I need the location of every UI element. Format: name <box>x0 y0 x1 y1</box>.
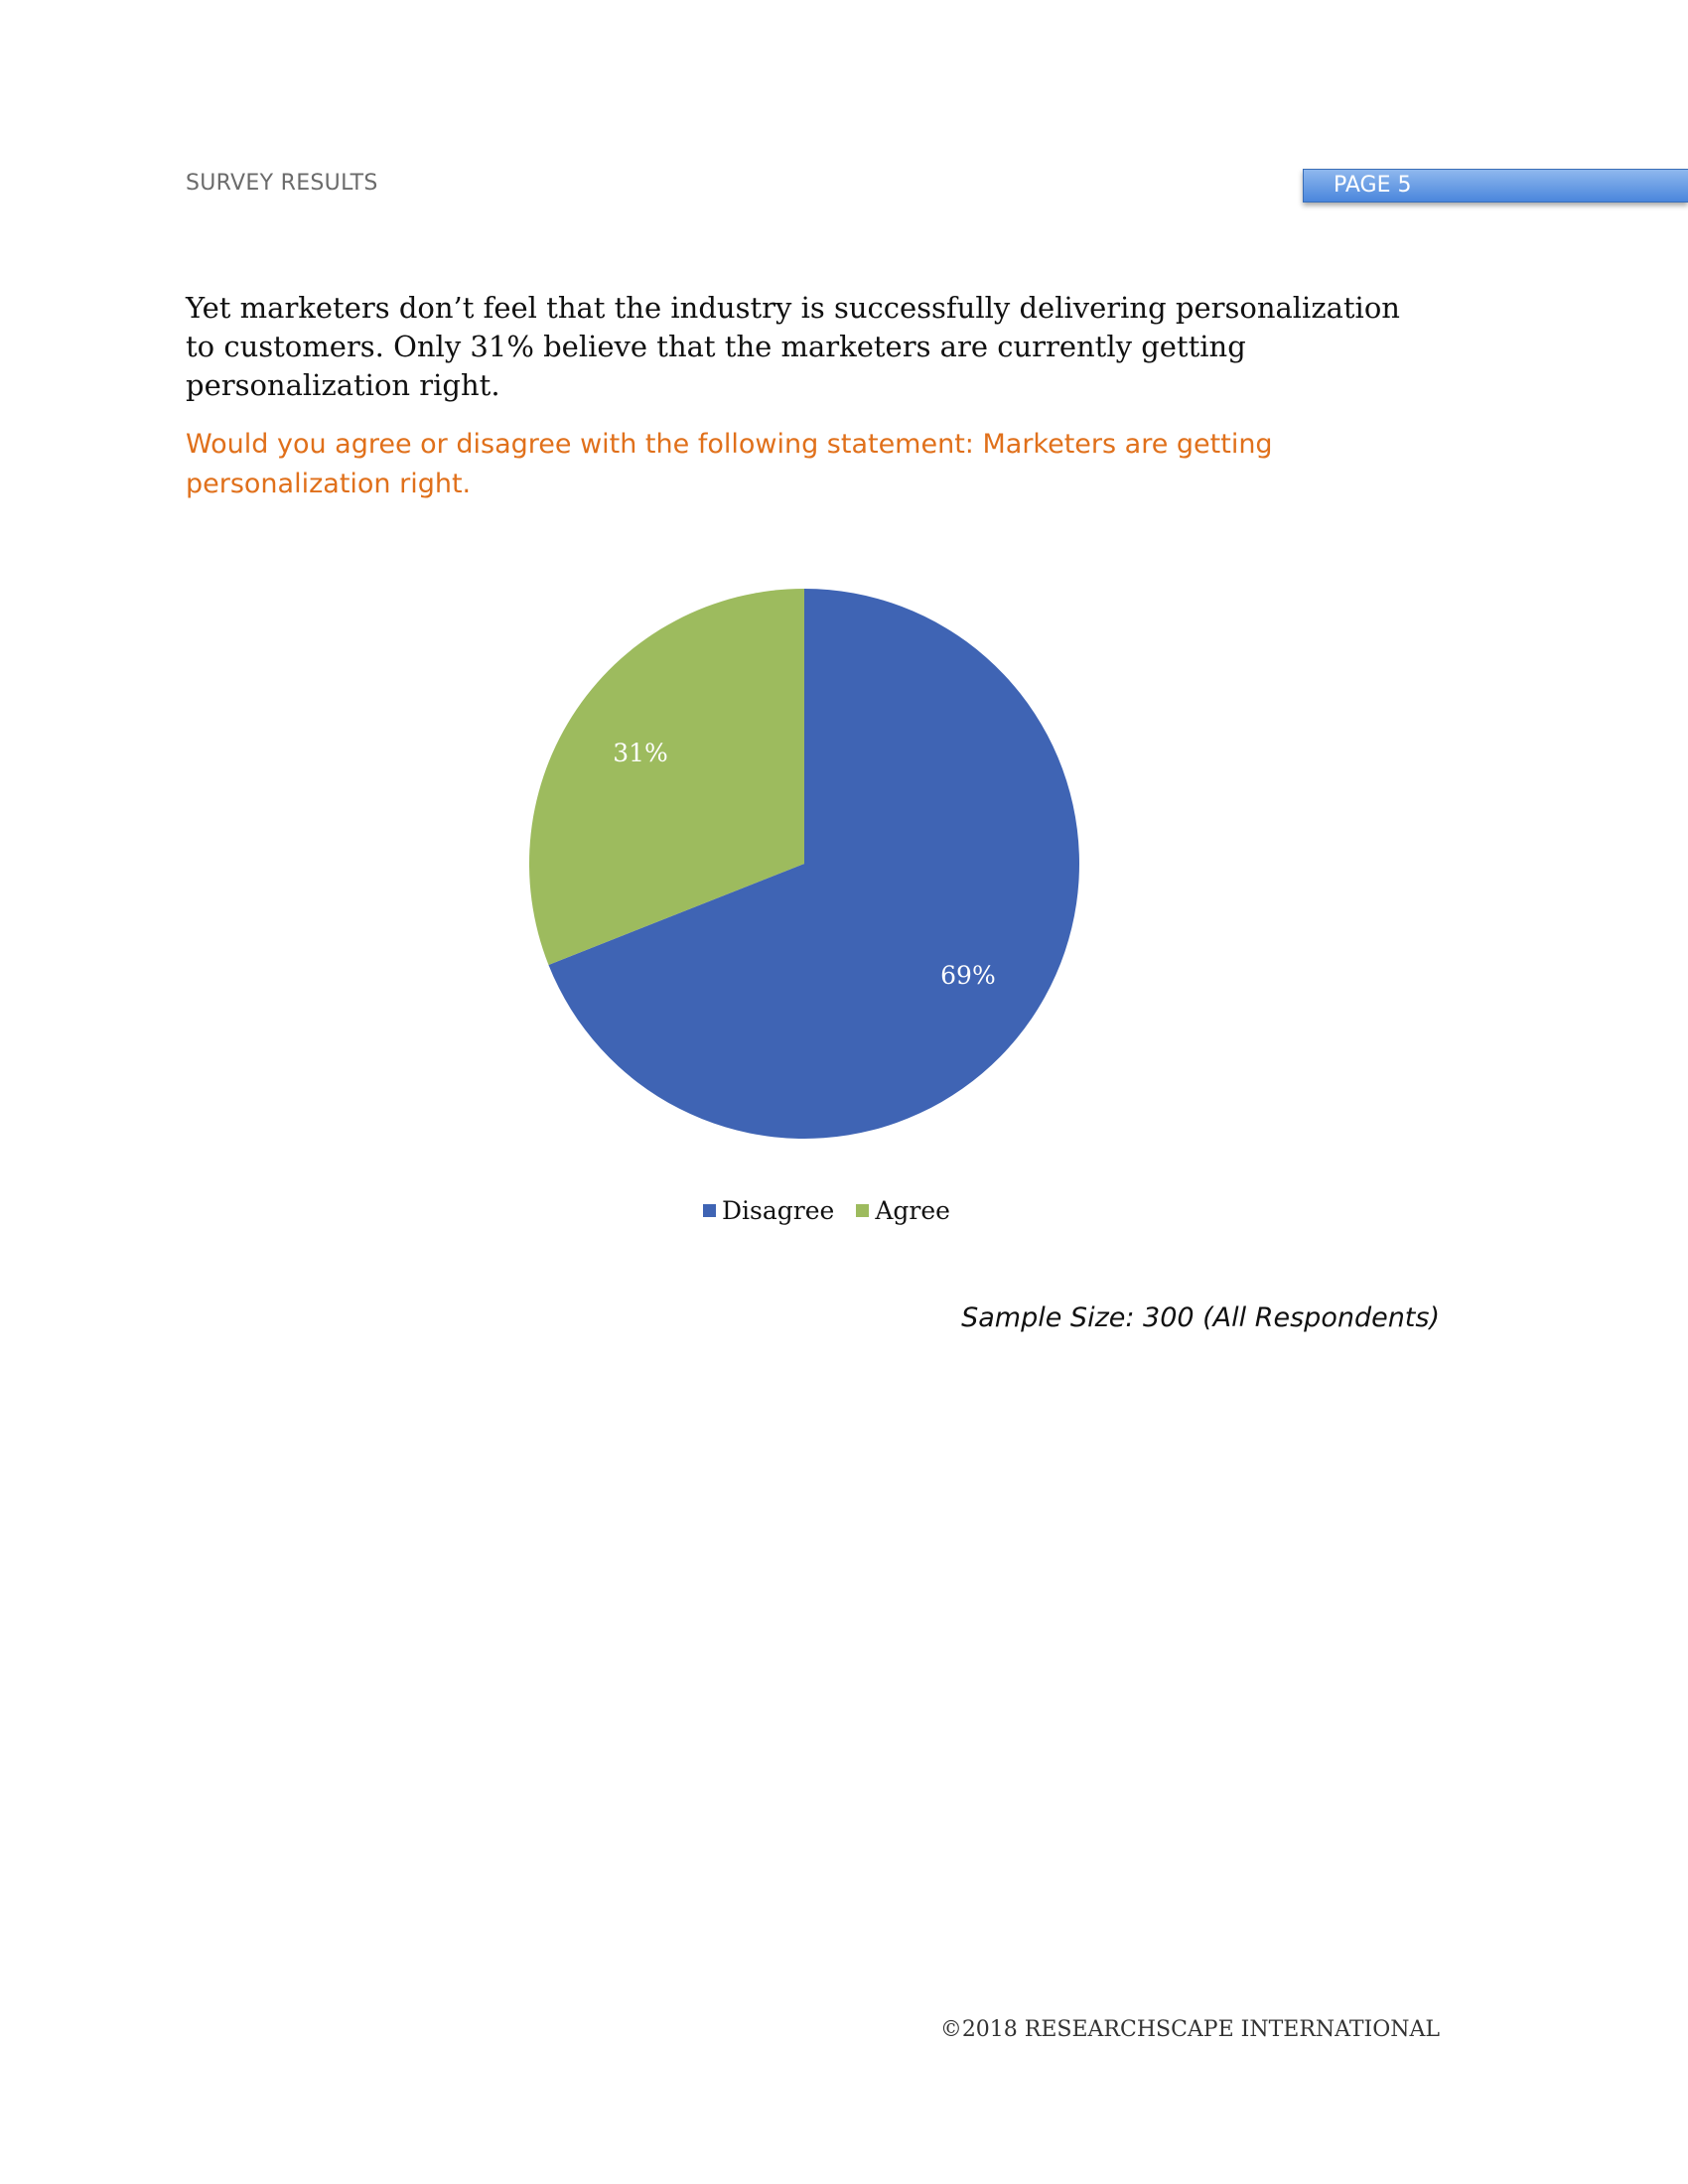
section-title: SURVEY RESULTS <box>186 171 378 196</box>
legend-swatch-disagree <box>703 1204 716 1217</box>
chart-legend <box>703 1195 950 1225</box>
legend-label-agree: Agree <box>875 1195 950 1225</box>
legend-item-disagree <box>703 1196 834 1225</box>
data-label-disagree: 69% <box>940 961 996 991</box>
page-number-label: PAGE 5 <box>1334 173 1412 198</box>
survey-question: Would you agree or disagree with the following statement: Marketers are getting personalization right. <box>186 429 1273 499</box>
pie-chart <box>526 586 1082 1142</box>
page-number-tab <box>1303 169 1688 203</box>
sample-size-note: Sample Size: 300 (All Respondents) <box>961 1302 1440 1333</box>
legend-label-disagree: Disagree <box>722 1195 835 1225</box>
copyright-footer: ©2018 RESEARCHSCAPE INTERNATIONAL <box>939 2017 1440 2042</box>
pie-slices <box>529 589 1079 1139</box>
legend-swatch-agree <box>856 1204 869 1217</box>
data-label-agree: 31% <box>613 738 668 767</box>
legend-item-agree <box>856 1196 950 1225</box>
intro-paragraph: Yet marketers don’t feel that the industry is successfully delivering personalization to customers. Only 31% believe that the marketers are currently getting personalization right. <box>186 291 1400 402</box>
